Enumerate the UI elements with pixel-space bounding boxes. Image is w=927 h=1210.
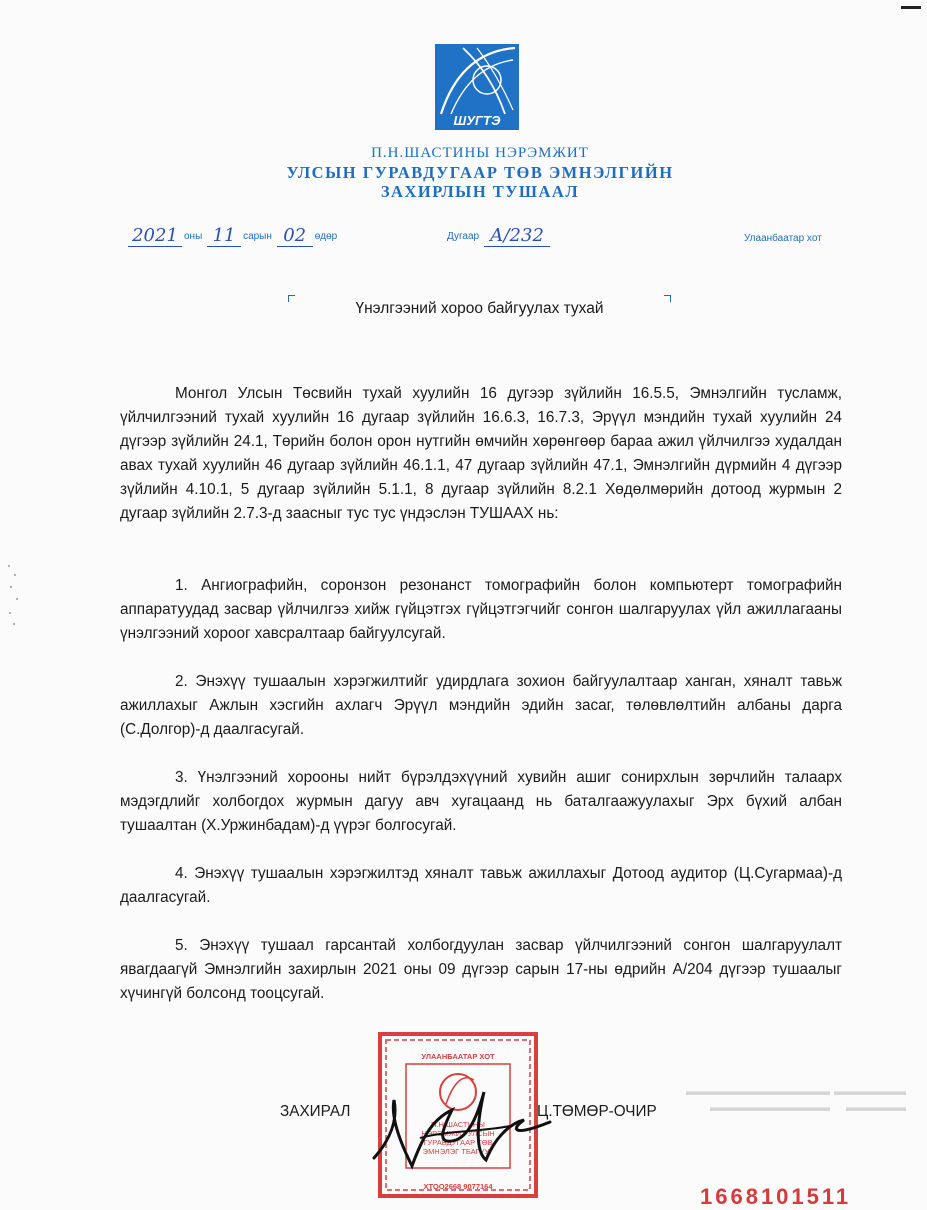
order-number-line bbox=[445, 226, 550, 250]
bleed-through-mark: ▬▬▬▬▬▬ ▬▬▬▬▬ bbox=[834, 1084, 906, 1114]
stamp-code: ХТОО2668 9077164 bbox=[423, 1182, 493, 1191]
number-label: Дугаар bbox=[447, 231, 480, 242]
subject-title: Үнэлгээний хороо байгуулах тухай bbox=[355, 300, 604, 317]
org-name: УЛСЫН ГУРАВДУГААР ТӨВ ЭМНЭЛГИЙН bbox=[286, 163, 674, 182]
day-label: өдөр bbox=[314, 231, 338, 242]
org-subtitle: П.Н.ШАСТИНЫ НЭРЭМЖИТ bbox=[371, 145, 589, 161]
order-item-3: 3. Үнэлгээний хорооны нийт бүрэлдэхүүний хувийн ашиг сонирхлын зөрчлийн талаарх мэдэгдлийг холбогдох журмын дагуу авч хугацаанд нь баталгаажуулахыг Эрх бүхий албан тушаалтан (Х.Уржинбадам)-д үүрэг болгосугай. bbox=[120, 769, 842, 834]
order-item-4: 4. Энэхүү тушаалын хэрэгжилтэд хяналт тавьж ажиллахыг Дотоод аудитор (Ц.Сугармаа)-д даалгасугай. bbox=[120, 865, 842, 906]
month-label: сарын bbox=[243, 231, 272, 242]
city-label: Улаанбаатар хот bbox=[744, 233, 822, 244]
handwritten-signature bbox=[360, 1080, 560, 1175]
director-title: ЗАХИРАЛ bbox=[280, 1103, 351, 1120]
day-value: 02 bbox=[277, 226, 313, 247]
bleed-through-mark: ▬▬▬▬▬▬▬▬▬▬▬▬ ▬▬▬▬▬▬▬▬▬▬ bbox=[686, 1084, 830, 1114]
hospital-logo bbox=[435, 44, 519, 130]
order-item-2: 2. Энэхүү тушаалын хэрэгжилтийг удирдлага зохион байгуулалтаар ханган, хяналт тавьж ажиллахыг Ажлын хэсгийн ахлагч Эрүүл мэндийн эдийн засаг, төлөвлөлтийн албаны дарга (С.Долгор)-д даалгасугай. bbox=[120, 673, 842, 738]
year-value: 2021 bbox=[128, 226, 182, 247]
order-item-1: 1. Ангиографийн, соронзон резонанст томографийн болон компьютерт томографийн аппаратуудад засвар үйлчилгээ хийж гүйцэтгэх гүйцэтгэгчийг сонгон шалгаруулах үйл ажиллагааны үнэлгээний хороог хавсралтаар байгуулсугай. bbox=[120, 577, 842, 642]
serial-number: 1668101511 bbox=[700, 1184, 852, 1209]
document-type: ЗАХИРЛЫН ТУШААЛ bbox=[380, 182, 580, 201]
director-name: Ц.ТӨМӨР-ОЧИР bbox=[537, 1103, 657, 1120]
corner-mark bbox=[901, 6, 921, 9]
stamp-body-text: П.Н ШАСТИНЫ НЭРЭМЖИТ УЛСЫН ГУРАВДУГААР ТӨВ ЭМНЭЛЭГ ТБАГУУГ bbox=[421, 1120, 495, 1156]
stamp-top-text: УЛААНБААТАР ХОТ bbox=[421, 1052, 495, 1061]
year-label: оны bbox=[184, 231, 203, 242]
logo-text: ШУГТЭ bbox=[453, 113, 501, 128]
order-number: А/232 bbox=[484, 226, 550, 247]
scan-specks bbox=[6, 560, 20, 630]
order-item-5: 5. Энэхүү тушаал гарсантай холбогдуулан засвар үйлчилгээний сонгон шалгаруулалт явагдаагүй Эмнэлгийн захирлын 2021 оны 09 дүгээр сарын 17-ны өдрийн А/204 дүгээр тушаалыг хүчингүй болсонд тооцсугай. bbox=[120, 937, 842, 1002]
date-line bbox=[128, 226, 339, 250]
month-value: 11 bbox=[207, 226, 241, 247]
preamble-paragraph: Монгол Улсын Төсвийн тухай хуулийн 16 дугээр зүйлийн 16.5.5, Эмнэлгийн тусламж, үйлчилгээний тухай хуулийн 16 дугаар зүйлийн 16.6.3, 16.7.3, Эрүүл мэндийн тухай хуулийн 24 дүгээр зүйлийн 24.1, Төрийн болон орон нутгийн өмчийн хөрөнгөөр бараа ажил үйлчилгээ худалдан авах тухай хуулийн 46 дугаар зүйлийн 46.1.1, 47 дугаар зүйлийн 47.1, Эмнэлгийн дүрмийн 4 дүгээр зүйлийн 4.10.1, 5 дугаар зүйлийн 5.1.1, 8 дугаар зүйлийн 8.2.1 Хөдөлмөрийн дотоод журмын 2 дугаар зүйлийн 2.7.3-д заасныг тус тус үндэслэн ТУШААХ нь: bbox=[120, 385, 842, 522]
subject-block bbox=[288, 295, 671, 325]
